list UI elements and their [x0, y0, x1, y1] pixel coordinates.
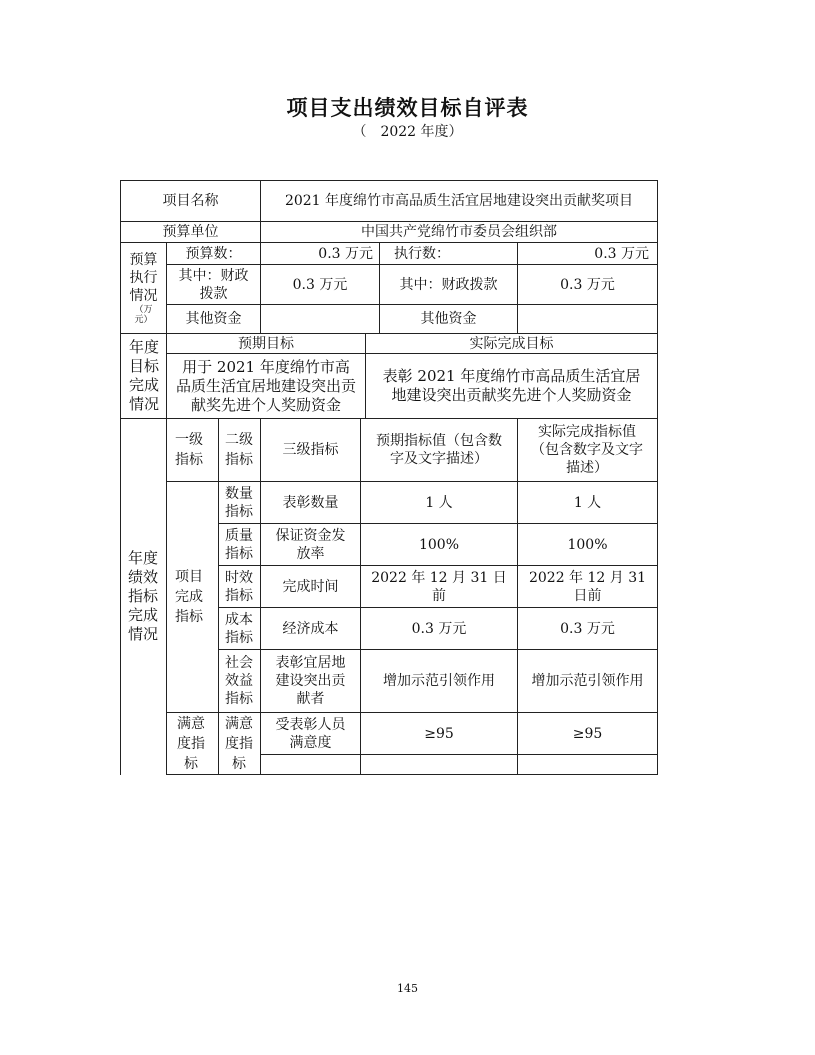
- header-level3: 三级指标: [282, 442, 339, 458]
- level2-satisfaction: 满意度指标: [225, 715, 253, 772]
- level3-cost: 经济成本: [282, 620, 339, 637]
- table-line: [218, 418, 219, 775]
- budget-amount-label: 预算数：: [185, 245, 242, 262]
- project-name-value: 2021 年度绵竹市高品质生活宜居地建设突出贡献奖项目: [284, 193, 634, 209]
- actual-social-benefit: 增加示范引领作用: [531, 673, 644, 689]
- actual-quantity: 1 人: [573, 494, 602, 511]
- budget-unit-value: 中国共产党绵竹市委员会组织部: [361, 224, 557, 240]
- indicators-label: 年度绩效指标完成情况: [128, 549, 159, 643]
- other-funds-exec-value: [518, 305, 657, 333]
- expected-quality: 100%: [418, 536, 460, 553]
- fiscal-allocation-exec-value: 0.3 万元: [560, 276, 615, 293]
- year-subtitle: （ 2022 年度）: [352, 124, 463, 140]
- fiscal-allocation-value: 0.3 万元: [292, 276, 348, 293]
- level2-social-benefit: 社会效益指标: [225, 655, 253, 707]
- actual-cost: 0.3 万元: [560, 620, 615, 637]
- budget-execution-title: 预算执行情况: [129, 252, 158, 304]
- other-funds-label: 其他资金: [185, 311, 242, 327]
- level2-quality: 质量指标: [225, 527, 253, 562]
- expected-goal-text: 用于 2021 年度绵竹市高品质生活宜居地建设突出贡献奖先进个人奖励资金: [176, 357, 357, 414]
- expected-goal-header: 预期目标: [238, 335, 294, 352]
- header-expected-value: 预期指标值（包含数字及文字描述）: [376, 433, 502, 467]
- header-level1: 一级指标: [175, 432, 203, 468]
- level2-quantity: 数量指标: [225, 485, 253, 520]
- expected-cost: 0.3 万元: [411, 620, 467, 637]
- expected-quantity: 1 人: [425, 494, 453, 511]
- level3-social-benefit: 表彰宜居地建设突出贡献者: [275, 655, 346, 707]
- execution-amount-value: 0.3 万元: [594, 245, 649, 262]
- other-funds-exec-label: 其他资金: [420, 311, 477, 327]
- actual-timeliness: 2022 年 12 月 31 日前: [528, 569, 647, 604]
- actual-goal-text: 表彰 2021 年度绵竹市高品质生活宜居地建设突出贡献奖先进个人奖励资金: [382, 367, 641, 404]
- expected-social-benefit: 增加示范引领作用: [383, 673, 495, 689]
- budget-unit-note: （万元）: [134, 305, 153, 325]
- level3-satisfaction: 受表彰人员满意度: [275, 716, 346, 751]
- page-number: 145: [397, 982, 418, 995]
- budget-unit-label: 预算单位: [162, 224, 219, 240]
- performance-table: [120, 180, 658, 775]
- actual-quality: 100%: [567, 536, 608, 553]
- group-project-completion: 项目完成指标: [175, 569, 203, 625]
- header-actual-value: 实际完成指标值（包含数字及文字描述）: [531, 424, 643, 476]
- group-satisfaction: 满意度指标: [177, 715, 205, 772]
- fiscal-allocation-label: 其中：财政拨款: [178, 267, 249, 302]
- level2-timeliness: 时效指标: [225, 569, 253, 604]
- actual-satisfaction: ≥95: [572, 725, 603, 742]
- level3-quality: 保证资金发放率: [275, 527, 346, 562]
- header-level2: 二级指标: [225, 432, 253, 468]
- project-name-label: 项目名称: [162, 193, 219, 209]
- annual-goal-label: 年度目标完成情况: [129, 338, 160, 413]
- page-title: 项目支出绩效目标自评表: [286, 96, 529, 120]
- other-funds-value: [261, 305, 379, 333]
- level2-cost: 成本指标: [225, 611, 253, 646]
- expected-timeliness: 2022 年 12 月 31 日前: [371, 569, 507, 604]
- level3-timeliness: 完成时间: [282, 578, 339, 595]
- budget-execution-label: [121, 243, 166, 333]
- table-line: [166, 774, 658, 775]
- budget-amount-value: 0.3 万元: [318, 245, 373, 262]
- expected-satisfaction: ≥95: [424, 725, 454, 742]
- table-line: [260, 754, 658, 755]
- execution-amount-label: 执行数：: [394, 245, 450, 262]
- actual-goal-header: 实际完成目标: [469, 335, 554, 352]
- level3-quantity: 表彰数量: [282, 494, 339, 511]
- fiscal-allocation-exec-label: 其中：财政拨款: [399, 276, 498, 293]
- table-line: [657, 180, 658, 775]
